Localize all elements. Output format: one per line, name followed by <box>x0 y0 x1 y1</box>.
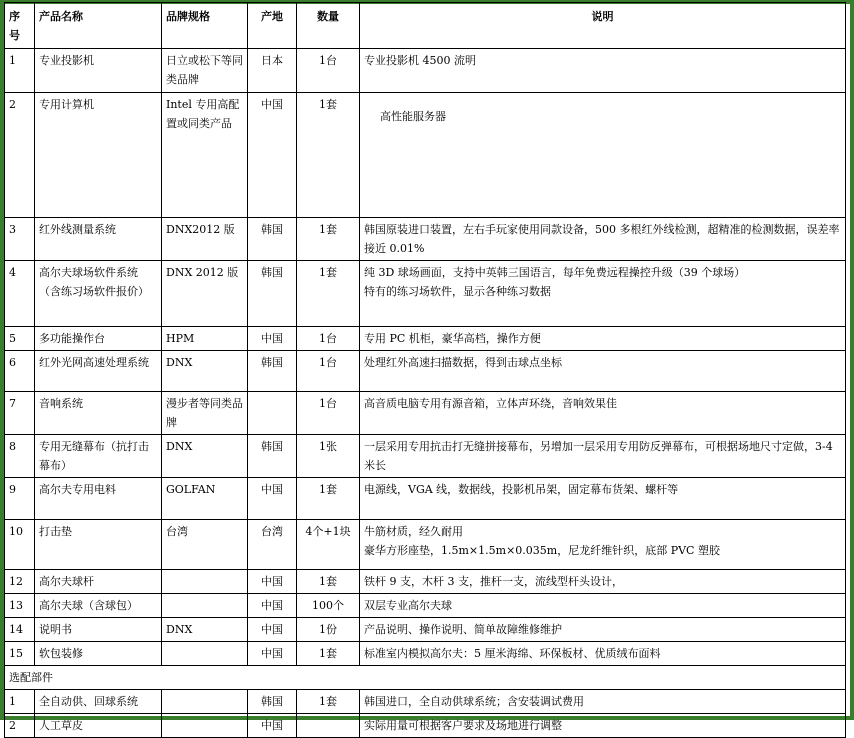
cell-qty: 1台 <box>297 392 360 435</box>
desc-line: 韩国进口，全自动供球系统；含安装调试费用 <box>364 695 584 708</box>
cell-brand: HPM <box>162 327 248 351</box>
desc-line: 专业投影机 4500 流明 <box>364 54 476 67</box>
cell-origin: 中国 <box>248 618 297 642</box>
cell-desc <box>360 351 846 392</box>
cell-desc <box>360 520 846 570</box>
cell-brand: 台湾 <box>162 520 248 570</box>
cell-brand: Intel 专用高配置或同类产品 <box>162 93 248 218</box>
cell-brand: DNX <box>162 618 248 642</box>
cell-no: 13 <box>5 594 35 618</box>
cell-desc <box>360 690 846 714</box>
cell-brand: 日立或松下等同类品牌 <box>162 49 248 93</box>
cell-brand: DNX <box>162 435 248 478</box>
cell-qty: 1套 <box>297 261 360 327</box>
table-row <box>5 520 846 570</box>
desc-line: 实际用量可根据客户要求及场地进行调整 <box>364 719 562 732</box>
cell-brand: DNX2012 版 <box>162 218 248 261</box>
cell-qty: 1套 <box>297 570 360 594</box>
table-row <box>5 218 846 261</box>
table-row <box>5 570 846 594</box>
table-row <box>5 261 846 327</box>
cell-no: 6 <box>5 351 35 392</box>
desc-line: 处理红外高速扫描数据，得到击球点坐标 <box>364 356 562 369</box>
desc-line: 牛筋材质，经久耐用 <box>364 525 463 538</box>
table-row <box>5 435 846 478</box>
cell-desc <box>360 618 846 642</box>
cell-brand: DNX 2012 版 <box>162 261 248 327</box>
cell-brand <box>162 570 248 594</box>
cell-no: 1 <box>5 690 35 714</box>
cell-origin: 中国 <box>248 714 297 738</box>
cell-brand: GOLFAN <box>162 478 248 520</box>
cell-name: 高尔夫球杆 <box>35 570 162 594</box>
cell-qty: 1套 <box>297 478 360 520</box>
table-row <box>5 594 846 618</box>
table-row <box>5 642 846 666</box>
desc-line: 韩国原装进口装置，左右手玩家使用同款设备，500 多根红外线检测，超精准的检测数据，误差率接近 0.01% <box>364 223 840 255</box>
table-row <box>5 49 846 93</box>
cell-name: 专业投影机 <box>35 49 162 93</box>
desc-line: 特有的练习场软件，显示各种练习数据 <box>364 285 551 298</box>
cell-name: 专用无缝幕布（抗打击幕布） <box>35 435 162 478</box>
header-seq: 序号 <box>5 3 35 49</box>
cell-name: 说明书 <box>35 618 162 642</box>
cell-no: 10 <box>5 520 35 570</box>
header-desc: 说明 <box>360 3 846 49</box>
cell-name: 高尔夫球场软件系统（含练习场软件报价） <box>35 261 162 327</box>
desc-line: 电源线，VGA 线，数据线，投影机吊架，固定幕布货架、螺杆等 <box>364 483 679 496</box>
cell-no: 1 <box>5 49 35 93</box>
cell-no: 4 <box>5 261 35 327</box>
header-name: 产品名称 <box>35 3 162 49</box>
cell-no: 9 <box>5 478 35 520</box>
cell-no: 3 <box>5 218 35 261</box>
cell-origin: 韩国 <box>248 690 297 714</box>
table-row <box>5 618 846 642</box>
cell-name: 全自动供、回球系统 <box>35 690 162 714</box>
cell-desc <box>360 642 846 666</box>
cell-origin: 韩国 <box>248 218 297 261</box>
cell-qty: 1套 <box>297 218 360 261</box>
table-row <box>5 93 846 218</box>
table-row <box>5 392 846 435</box>
cell-qty: 1台 <box>297 327 360 351</box>
cell-desc <box>360 93 846 218</box>
cell-name: 打击垫 <box>35 520 162 570</box>
header-brand: 品牌规格 <box>162 3 248 49</box>
desc-line: 高性能服务器 <box>380 110 446 123</box>
cell-origin: 韩国 <box>248 435 297 478</box>
cell-qty <box>297 714 360 738</box>
cell-origin: 中国 <box>248 594 297 618</box>
desc-line: 豪华方形座垫，1.5m×1.5m×0.035m，尼龙纤维针织，底部 PVC 塑胶 <box>364 544 720 557</box>
cell-desc <box>360 478 846 520</box>
cell-origin: 中国 <box>248 478 297 520</box>
cell-brand <box>162 642 248 666</box>
desc-line: 铁杆 9 支，木杆 3 支，推杆一支，流线型杆头设计， <box>364 575 623 588</box>
cell-name: 人工草皮 <box>35 714 162 738</box>
cell-no: 5 <box>5 327 35 351</box>
cell-desc <box>360 327 846 351</box>
table-row <box>5 690 846 714</box>
cell-name: 高尔夫球（含球包） <box>35 594 162 618</box>
desc-line: 标准室内模拟高尔夫：5 厘米海绵、环保板材、优质绒布面料 <box>364 647 661 660</box>
table-row <box>5 327 846 351</box>
cell-name: 专用计算机 <box>35 93 162 218</box>
desc-line: 专用 PC 机柜，豪华高档，操作方便 <box>364 332 541 345</box>
cell-name: 多功能操作台 <box>35 327 162 351</box>
desc-line: 产品说明、操作说明、简单故障维修维护 <box>364 623 562 636</box>
cell-origin: 中国 <box>248 93 297 218</box>
desc-line: 纯 3D 球场画面，支持中英韩三国语言，每年免费远程操控升级（39 个球场） <box>364 266 746 279</box>
cell-name: 红外线测量系统 <box>35 218 162 261</box>
cell-desc <box>360 594 846 618</box>
section-label: 选配部件 <box>5 666 846 690</box>
cell-name: 音响系统 <box>35 392 162 435</box>
cell-qty: 1台 <box>297 49 360 93</box>
cell-desc <box>360 49 846 93</box>
cell-desc <box>360 714 846 738</box>
cell-brand <box>162 690 248 714</box>
cell-qty: 1套 <box>297 93 360 218</box>
desc-line: 高音质电脑专用有源音箱，立体声环绕，音响效果佳 <box>364 397 617 410</box>
cell-qty: 100个 <box>297 594 360 618</box>
cell-origin: 中国 <box>248 642 297 666</box>
table-header-row <box>5 3 846 49</box>
cell-origin <box>248 392 297 435</box>
cell-qty: 1套 <box>297 690 360 714</box>
cell-name: 软包装修 <box>35 642 162 666</box>
cell-qty: 1张 <box>297 435 360 478</box>
cell-qty: 1套 <box>297 642 360 666</box>
cell-name: 高尔夫专用电料 <box>35 478 162 520</box>
cell-brand <box>162 594 248 618</box>
cell-origin: 韩国 <box>248 351 297 392</box>
cell-origin: 中国 <box>248 570 297 594</box>
cell-brand <box>162 714 248 738</box>
cell-no: 15 <box>5 642 35 666</box>
cell-name: 红外光网高速处理系统 <box>35 351 162 392</box>
cell-desc <box>360 261 846 327</box>
table-row <box>5 478 846 520</box>
header-origin: 产地 <box>248 3 297 49</box>
cell-desc <box>360 218 846 261</box>
table-row <box>5 351 846 392</box>
cell-qty: 4个+1块 <box>297 520 360 570</box>
cell-qty: 1份 <box>297 618 360 642</box>
cell-origin: 中国 <box>248 327 297 351</box>
header-qty: 数量 <box>297 3 360 49</box>
cell-no: 2 <box>5 714 35 738</box>
cell-desc <box>360 392 846 435</box>
cell-no: 8 <box>5 435 35 478</box>
cell-desc <box>360 570 846 594</box>
cell-no: 14 <box>5 618 35 642</box>
cell-desc <box>360 435 846 478</box>
cell-origin: 韩国 <box>248 261 297 327</box>
desc-line: 一层采用专用抗击打无缝拼接幕布，另增加一层采用专用防反弹幕布，可根据场地尺寸定做，3-4 米长 <box>364 440 833 472</box>
cell-origin: 台湾 <box>248 520 297 570</box>
product-table <box>4 2 846 738</box>
cell-brand: DNX <box>162 351 248 392</box>
main-rows <box>5 49 846 666</box>
section-row <box>5 666 846 690</box>
cell-brand: 漫步者等同类品牌 <box>162 392 248 435</box>
desc-line: 双层专业高尔夫球 <box>364 599 452 612</box>
cell-no: 12 <box>5 570 35 594</box>
table-row <box>5 714 846 738</box>
cell-origin: 日本 <box>248 49 297 93</box>
cell-qty: 1台 <box>297 351 360 392</box>
cell-no: 2 <box>5 93 35 218</box>
optional-rows <box>5 690 846 738</box>
cell-no: 7 <box>5 392 35 435</box>
